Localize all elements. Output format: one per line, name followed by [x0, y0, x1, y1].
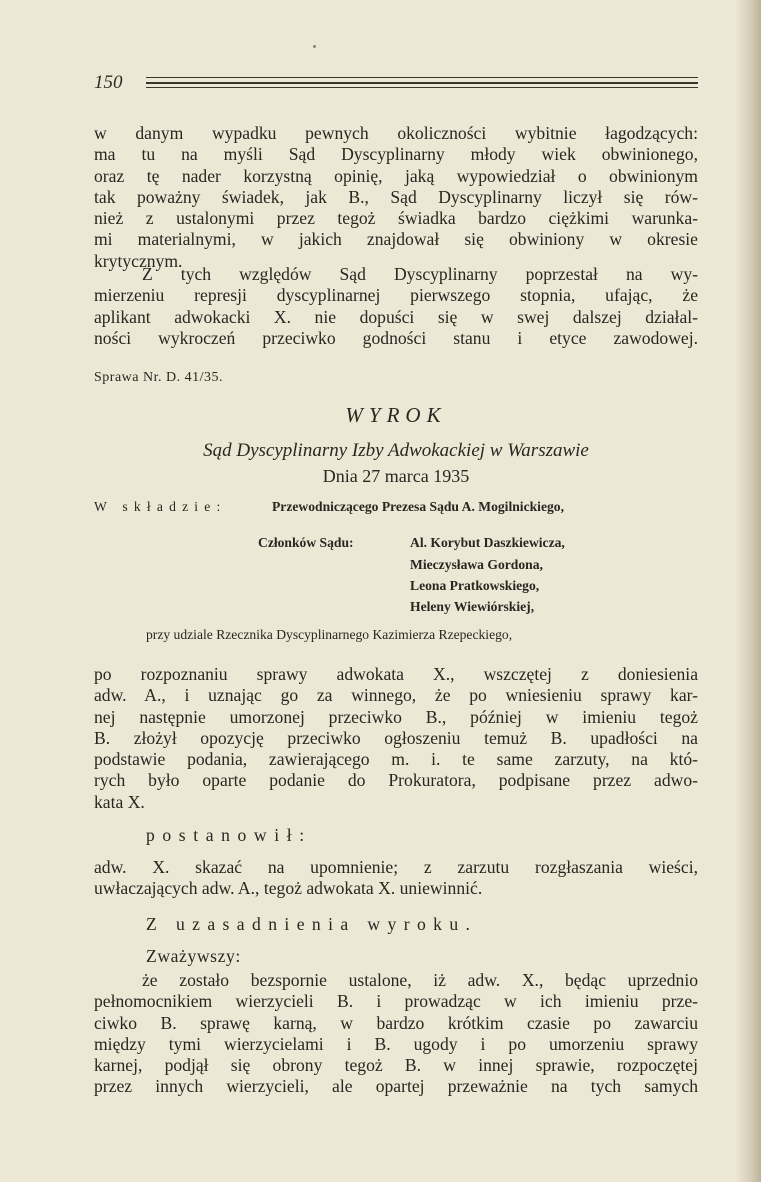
text-line: między tymi wierzycielami i B. ugody i po umorzeniu sprawy — [94, 1033, 698, 1054]
text-line: mierzeniu represji dyscyplinarnej pierwszego stopnia, ufając, że — [94, 285, 698, 306]
text-line: nej następnie umorzonej przeciwko B., później w imieniu tegoż — [94, 706, 698, 727]
prosecutor-line: przy udziale Rzecznika Dyscyplinarnego Kazimierza Rzepeckiego, — [146, 627, 513, 642]
header-rule — [146, 87, 698, 88]
text-line: kata X. — [94, 791, 145, 812]
paragraph-reasons — [94, 970, 698, 1098]
page-number: 150 — [94, 72, 123, 93]
print-speck — [313, 45, 316, 48]
text-line: w danym wypadku pewnych okoliczności wybitnie łagodzących: — [94, 123, 698, 143]
text-line: rych było oparte podanie do Prokuratora, podpisane przez adwo- — [94, 770, 698, 791]
text-line: adw. X. skazać na upomnienie; z zarzutu rozgłaszania wieści, — [94, 857, 698, 877]
text-line: podstawie podania, zawierającego m. i. te same zarzuty, na któ- — [94, 749, 698, 770]
case-number: Sprawa Nr. D. 41/35. — [94, 370, 223, 385]
text-line: Z tych względów Sąd Dyscyplinarny poprzestał na wy- — [142, 264, 698, 284]
text-line: pełnomocnikiem wierzycieli B. i prowadząc w ich imieniu prze- — [94, 991, 698, 1012]
ruling-label: postanowił: — [146, 825, 312, 845]
text-line: ma tu na myśli Sąd Dyscyplinarny młody wiek obwinionego, — [94, 144, 698, 165]
text-line: nież z ustalonymi przez tegoż świadka bardzo ciężkimi warunka- — [94, 208, 698, 229]
verdict-date: Dnia 27 marca 1935 — [322, 466, 470, 486]
page-header — [94, 72, 698, 96]
paragraph-case-summary — [94, 664, 698, 813]
member-name: Heleny Wiewiórskiej, — [410, 599, 535, 614]
text-line: tak poważny świadek, jak B., Sąd Dyscyplinarny liczył się rów- — [94, 186, 698, 207]
text-line: oraz tę nader korzystną opinię, jaką wypowiedział o obwinionym — [94, 165, 698, 186]
text-line: ciwko B. sprawę karną, w bardzo krótkim czasie po zawarciu — [94, 1012, 698, 1033]
court-name: Sąd Dyscyplinarny Izby Adwokackiej w Warszawie — [203, 440, 589, 461]
text-line: że zostało bezspornie ustalone, iż adw. X., będąc uprzednio — [142, 970, 698, 990]
member-name: Mieczysława Gordona, — [410, 557, 543, 572]
text-line: krytycznym. — [94, 250, 183, 271]
member-name: Leona Pratkowskiego, — [410, 578, 540, 593]
whereas-label: Zważywszy: — [146, 946, 241, 966]
verdict-title: WYROK — [345, 403, 447, 427]
text-line: mi materialnymi, w jakich znajdował się obwiniony w okresie — [94, 229, 698, 250]
members-label: Członków Sądu: — [258, 535, 354, 550]
paragraph-mitigating-circumstances — [94, 123, 698, 272]
text-line: aplikant adwokacki X. nie dopuści się w swej dalszej działal- — [94, 306, 698, 327]
composition-label: W składzie: — [94, 499, 227, 514]
text-line: przez innych wierzycieli, ale opartej przeważnie na tych samych — [94, 1076, 698, 1097]
member-name: Al. Korybut Daszkiewicza, — [410, 535, 565, 550]
paragraph-ruling — [94, 857, 698, 900]
header-rule — [146, 77, 698, 78]
page-spine-shadow — [735, 0, 761, 1182]
composition-chair: Przewodniczącego Prezesa Sądu A. Mogilnickiego, — [272, 499, 564, 514]
header-rule — [146, 82, 698, 84]
text-line: B. złożył opozycję przeciwko ogłoszeniu temuż B. upadłości na — [94, 727, 698, 748]
text-line: adw. A., i uznając go za winnego, że po wniesieniu sprawy kar- — [94, 685, 698, 706]
text-line: ności wykroczeń przeciwko godności stanu i etyce zawodowej. — [94, 327, 698, 348]
text-line: po rozpoznaniu sprawy adwokata X., wszczętej z doniesienia — [94, 664, 698, 684]
text-line: uwłaczających adw. A., tegoż adwokata X. uniewinnić. — [94, 878, 483, 899]
text-line: karnej, podjął się obrony tegoż B. w innej sprawie, rozpoczętej — [94, 1055, 698, 1076]
reasons-heading: Z uzasadnienia wyroku. — [146, 914, 478, 934]
paragraph-conclusion — [94, 264, 698, 349]
